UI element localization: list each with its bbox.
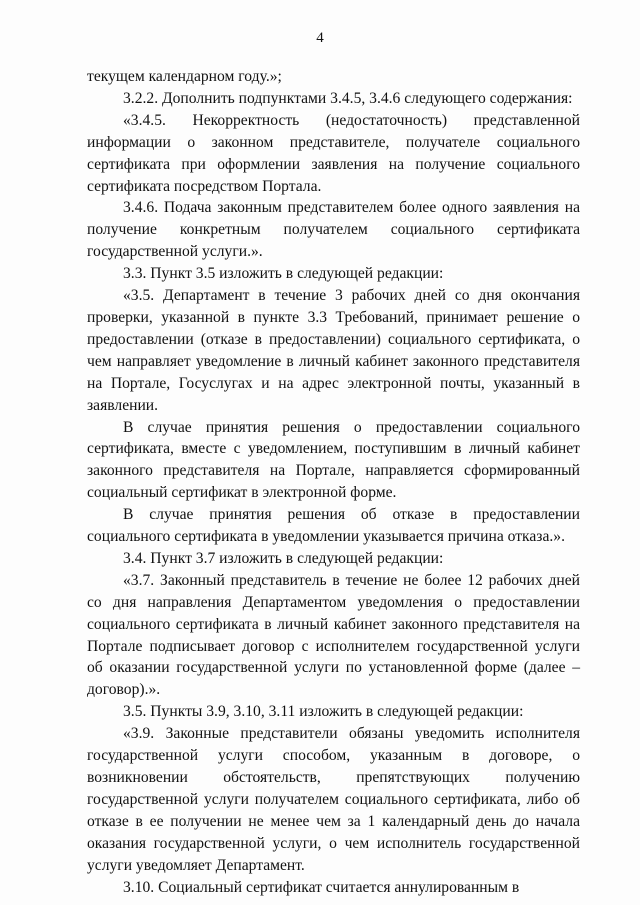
paragraph: 3.4.6. Подача законным представителем более одного заявления на получение конкретным получателем социального сертификата государственной услуги.». [87,199,580,261]
paragraph: 3.5. Пункты 3.9, 3.10, 3.11 изложить в следующей редакции: [123,703,524,721]
paragraph: 3.2.2. Дополнить подпунктами 3.4.5, 3.4.6 следующего содержания: [123,89,573,107]
document-body [87,66,580,898]
paragraph: «3.9. Законные представители обязаны уведомить исполнителя государственной услуги способом, указанным в договоре, о возникновении обстоятельств, препятствующих получению государственной услуги получателем социального сертификата, либо об отказе в ее получении не менее чем за 1 календарный день до начала оказания государственной услуги, о чем исполнитель государственной услуги уведомляет Департамент. [87,725,580,874]
paragraph: 3.3. Пункт 3.5 изложить в следующей редакции: [123,265,444,283]
paragraph: 3.10. Социальный сертификат считается аннулированным в [123,878,520,896]
page-number: 4 [316,30,324,46]
paragraph: В случае принятия решения о предоставлении социального сертификата, вместе с уведомлением, поступившим в личный кабинет законного представителя на Портале, направляется сформированный социальный сертификат в электронной форме. [87,418,580,502]
paragraph: «3.4.5. Некорректность (недостаточность) представленной информации о законном представителе, получателе социального сертификата при оформлении заявления на получение социального сертификата посредством Портала. [87,111,580,195]
paragraph: текущем календарном году.»; [87,68,282,85]
paragraph: «3.5. Департамент в течение 3 рабочих дней со дня окончания проверки, указанной в пункте 3.3 Требований, принимает решение о предоставлении (отказе в предоставлении) социального сертификата, о чем направляет уведомление в личный кабинет законного представителя на Портале, Госуслугах и на адрес электронной почты, указанный в заявлении. [87,287,580,414]
paragraph: 3.4. Пункт 3.7 изложить в следующей редакции: [123,549,444,567]
paragraph: «3.7. Законный представитель в течение не более 12 рабочих дней со дня направления Департаментом уведомления о предоставлении социального сертификата в личный кабинет законного представителя на Портале подписывает договор с исполнителем государственной услуги об оказании государственной услуги по установленной форме (далее – договор).». [87,571,580,699]
paragraph: В случае принятия решения об отказе в предоставлении социального сертификата в уведомлении указывается причина отказа.». [87,506,580,546]
